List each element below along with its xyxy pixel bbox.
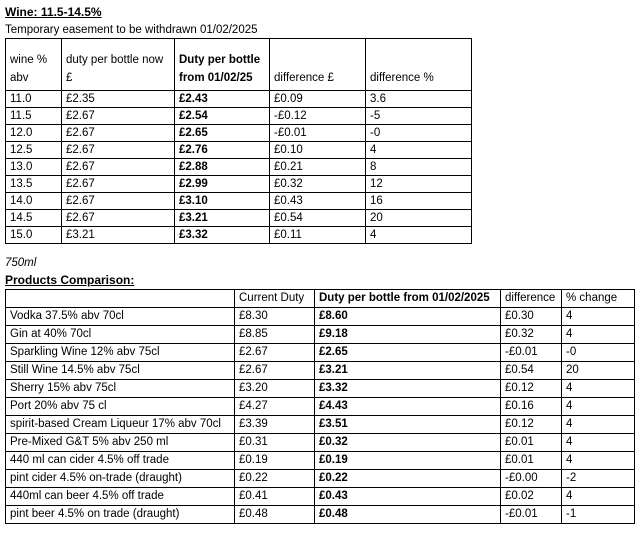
wine-volume-note: 750ml <box>5 257 37 269</box>
table-row <box>6 416 635 434</box>
table-row <box>6 488 635 506</box>
table-cell: 440ml can beer 4.5% off trade <box>6 488 235 506</box>
column-header: Duty per bottle from 01/02/2025 <box>315 290 501 308</box>
table-cell: £0.11 <box>270 227 366 244</box>
table-cell: £8.30 <box>235 308 315 326</box>
column-header: % change <box>562 290 635 308</box>
table-cell: -1 <box>562 506 635 524</box>
table-cell: 20 <box>562 362 635 380</box>
table-cell: £2.67 <box>62 159 175 176</box>
table-cell: £2.67 <box>235 344 315 362</box>
table-cell: £4.43 <box>315 398 501 416</box>
table-cell: £2.67 <box>62 176 175 193</box>
table-row <box>6 176 472 193</box>
table-row <box>6 125 472 142</box>
wine-duty-table <box>5 38 472 244</box>
table-row <box>6 227 472 244</box>
table-cell: £0.12 <box>501 380 562 398</box>
table-row <box>6 210 472 227</box>
table-cell: 4 <box>366 227 472 244</box>
table-cell: £8.60 <box>315 308 501 326</box>
table-cell: £0.43 <box>315 488 501 506</box>
table-header-row <box>6 290 635 308</box>
table-cell: £2.54 <box>175 108 270 125</box>
table-cell: £2.67 <box>62 193 175 210</box>
table-cell: 440 ml can cider 4.5% off trade <box>6 452 235 470</box>
table-cell: 14.5 <box>6 210 62 227</box>
table-cell: £2.67 <box>62 142 175 159</box>
table-cell: Gin at 40% 70cl <box>6 326 235 344</box>
table-cell: Pre-Mixed G&T 5% abv 250 ml <box>6 434 235 452</box>
table-cell: 12 <box>366 176 472 193</box>
table-cell: £8.85 <box>235 326 315 344</box>
column-header: Current Duty <box>235 290 315 308</box>
column-header: duty per bottle now £ <box>62 39 175 91</box>
table-cell: £0.41 <box>235 488 315 506</box>
table-cell: Port 20% abv 75 cl <box>6 398 235 416</box>
table-cell: £0.01 <box>501 452 562 470</box>
table-row <box>6 91 472 108</box>
table-cell: -£0.00 <box>501 470 562 488</box>
table-cell: 4 <box>562 380 635 398</box>
table-cell: Still Wine 14.5% abv 75cl <box>6 362 235 380</box>
table-cell: £2.67 <box>62 125 175 142</box>
table-cell: 4 <box>562 488 635 506</box>
table-cell: £0.32 <box>501 326 562 344</box>
products-table-header <box>6 290 635 308</box>
table-cell: £0.21 <box>270 159 366 176</box>
table-cell: Sherry 15% abv 75cl <box>6 380 235 398</box>
table-header-row <box>6 39 472 91</box>
table-cell: £0.10 <box>270 142 366 159</box>
table-cell: £2.43 <box>175 91 270 108</box>
table-cell: 4 <box>562 308 635 326</box>
table-cell: £2.88 <box>175 159 270 176</box>
table-cell: 13.5 <box>6 176 62 193</box>
table-row <box>6 362 635 380</box>
table-cell: -0 <box>366 125 472 142</box>
table-cell: 14.0 <box>6 193 62 210</box>
table-row <box>6 506 635 524</box>
table-row <box>6 434 635 452</box>
table-cell: £0.19 <box>235 452 315 470</box>
table-cell: 4 <box>366 142 472 159</box>
wine-heading: Wine: 11.5-14.5% <box>5 5 102 19</box>
table-row <box>6 452 635 470</box>
products-table-body <box>6 308 635 524</box>
table-cell: £2.67 <box>62 108 175 125</box>
table-row <box>6 308 635 326</box>
table-cell: £3.32 <box>315 380 501 398</box>
table-cell: -2 <box>562 470 635 488</box>
table-row <box>6 108 472 125</box>
products-heading: Products Comparison: <box>5 273 135 287</box>
table-cell: £0.43 <box>270 193 366 210</box>
table-cell: £2.99 <box>175 176 270 193</box>
table-cell: 20 <box>366 210 472 227</box>
table-cell: £0.22 <box>315 470 501 488</box>
column-header: difference £ <box>270 39 366 91</box>
table-cell: £3.21 <box>315 362 501 380</box>
table-cell: 16 <box>366 193 472 210</box>
table-cell: £0.02 <box>501 488 562 506</box>
wine-subtitle: Temporary easement to be withdrawn 01/02/2025 <box>5 24 258 36</box>
table-cell: £4.27 <box>235 398 315 416</box>
table-row <box>6 193 472 210</box>
table-row <box>6 470 635 488</box>
table-row <box>6 344 635 362</box>
table-cell: -£0.01 <box>501 344 562 362</box>
table-cell: £0.01 <box>501 434 562 452</box>
table-cell: £2.35 <box>62 91 175 108</box>
table-cell: 4 <box>562 452 635 470</box>
table-cell: £3.51 <box>315 416 501 434</box>
table-cell: 8 <box>366 159 472 176</box>
table-cell: £2.76 <box>175 142 270 159</box>
table-cell: -£0.12 <box>270 108 366 125</box>
column-header: Duty per bottle from 01/02/25 <box>175 39 270 91</box>
table-cell: £0.09 <box>270 91 366 108</box>
table-cell: £0.16 <box>501 398 562 416</box>
table-row <box>6 398 635 416</box>
table-cell: 11.0 <box>6 91 62 108</box>
table-cell: £0.48 <box>235 506 315 524</box>
table-cell: 13.0 <box>6 159 62 176</box>
table-cell: £3.21 <box>175 210 270 227</box>
table-cell: Vodka 37.5% abv 70cl <box>6 308 235 326</box>
table-cell: £0.12 <box>501 416 562 434</box>
wine-table-header <box>6 39 472 91</box>
table-cell: pint beer 4.5% on trade (draught) <box>6 506 235 524</box>
table-cell: £3.39 <box>235 416 315 434</box>
table-cell: 15.0 <box>6 227 62 244</box>
table-cell: £2.65 <box>315 344 501 362</box>
table-cell: £3.20 <box>235 380 315 398</box>
table-cell: -£0.01 <box>270 125 366 142</box>
table-cell: £0.30 <box>501 308 562 326</box>
table-cell: £3.10 <box>175 193 270 210</box>
table-cell: 3.6 <box>366 91 472 108</box>
table-cell: £0.48 <box>315 506 501 524</box>
column-header <box>6 290 235 308</box>
table-cell: -5 <box>366 108 472 125</box>
table-cell: £2.67 <box>235 362 315 380</box>
table-cell: £0.31 <box>235 434 315 452</box>
column-header: difference <box>501 290 562 308</box>
table-cell: £0.32 <box>315 434 501 452</box>
table-cell: 4 <box>562 398 635 416</box>
table-cell: -£0.01 <box>501 506 562 524</box>
table-cell: 12.0 <box>6 125 62 142</box>
table-row <box>6 159 472 176</box>
table-row <box>6 326 635 344</box>
column-header: difference % <box>366 39 472 91</box>
table-cell: £0.22 <box>235 470 315 488</box>
table-cell: £9.18 <box>315 326 501 344</box>
table-cell: 12.5 <box>6 142 62 159</box>
table-cell: £2.65 <box>175 125 270 142</box>
table-cell: spirit-based Cream Liqueur 17% abv 70cl <box>6 416 235 434</box>
table-cell: 4 <box>562 416 635 434</box>
table-cell: £2.67 <box>62 210 175 227</box>
wine-table-body <box>6 91 472 244</box>
table-cell: 4 <box>562 434 635 452</box>
column-header: wine % abv <box>6 39 62 91</box>
table-cell: pint cider 4.5% on-trade (draught) <box>6 470 235 488</box>
table-cell: 11.5 <box>6 108 62 125</box>
table-row <box>6 380 635 398</box>
table-cell: 4 <box>562 326 635 344</box>
products-comparison-table <box>5 289 635 524</box>
table-row <box>6 142 472 159</box>
table-cell: Sparkling Wine 12% abv 75cl <box>6 344 235 362</box>
table-cell: £0.32 <box>270 176 366 193</box>
table-cell: £3.21 <box>62 227 175 244</box>
table-cell: £3.32 <box>175 227 270 244</box>
table-cell: -0 <box>562 344 635 362</box>
table-cell: £0.19 <box>315 452 501 470</box>
table-cell: £0.54 <box>501 362 562 380</box>
table-cell: £0.54 <box>270 210 366 227</box>
